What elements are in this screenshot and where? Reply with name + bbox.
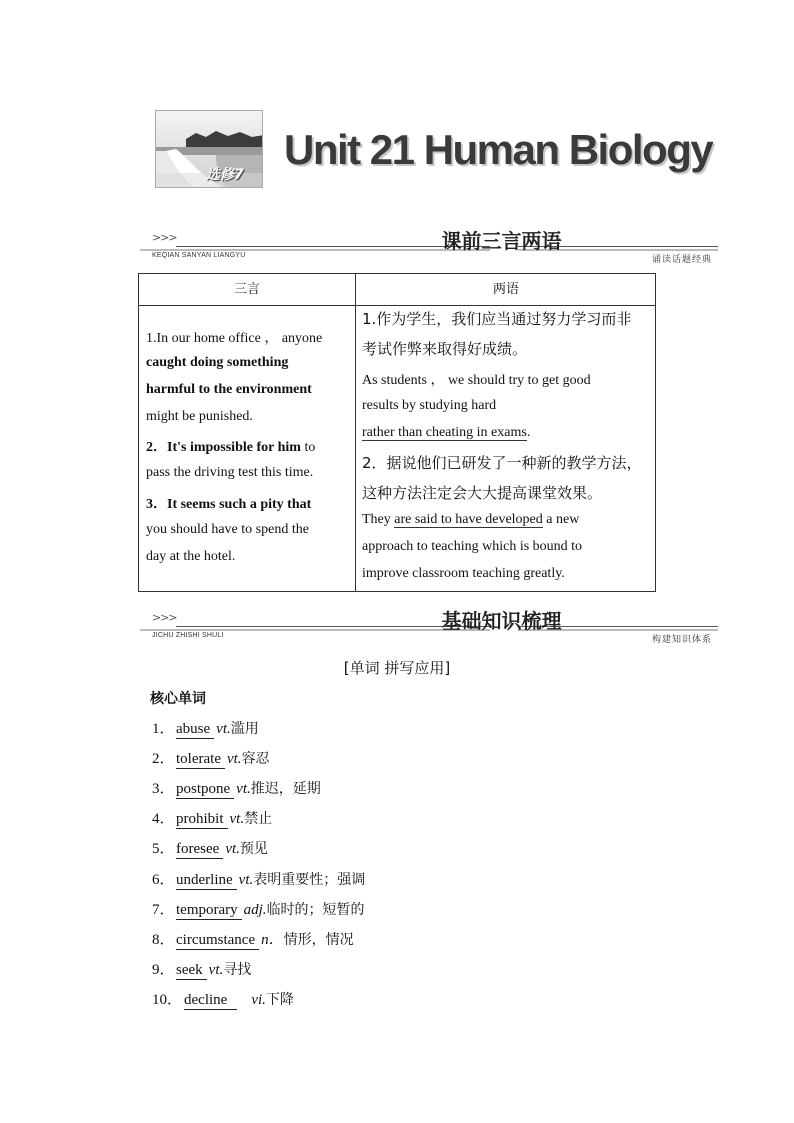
vocab-item xyxy=(152,807,272,829)
vocab-number: 4． xyxy=(152,811,175,827)
section-title: 基础知识梳理 xyxy=(441,609,562,633)
arrows-icon: >>> xyxy=(152,231,177,244)
vocab-definition: 容忍 xyxy=(241,751,270,767)
answer-blank: are said to have developed xyxy=(394,512,543,527)
vocab-definition: 寻找 xyxy=(223,962,252,978)
vocab-item xyxy=(152,717,259,739)
vocab-pos: vt. xyxy=(208,962,224,978)
vocab-number: 1． xyxy=(152,721,175,737)
vocab-item xyxy=(152,747,270,769)
vocab-definition: 下降 xyxy=(265,992,294,1008)
vocab-definition: 禁止 xyxy=(244,811,273,827)
section-bar-basics xyxy=(140,609,718,645)
right-line: results by studying hard xyxy=(362,398,497,413)
vocab-answer: underline xyxy=(176,872,237,890)
right-line: 2．据说他们已研发了一种新的教学方法， xyxy=(362,454,642,472)
left-line: harmful to the environment xyxy=(146,382,312,397)
vocab-pos: vt. xyxy=(238,872,254,888)
vocab-item xyxy=(152,777,321,799)
left-line: you should have to spend the xyxy=(146,522,309,537)
table-header-col2: 两语 xyxy=(492,282,519,297)
vocab-item xyxy=(152,837,268,859)
vocab-number: 8． xyxy=(152,932,175,948)
right-line: rather than cheating in exams. xyxy=(362,425,531,440)
vocab-number: 3． xyxy=(152,781,175,797)
left-line: pass the driving test this time. xyxy=(146,465,314,480)
arrows-icon: >>> xyxy=(152,611,177,624)
section-pinyin: JICHU ZHISHI SHULI xyxy=(152,632,224,639)
right-line: approach to teaching which is bound to xyxy=(362,539,583,554)
section-title: 课前三言两语 xyxy=(441,229,562,253)
phrases-table xyxy=(138,273,656,592)
vocab-number: 6． xyxy=(152,872,175,888)
vocab-definition: 表明重要性；强调 xyxy=(253,872,366,888)
vocab-item xyxy=(152,988,294,1010)
vocab-definition: 临时的；短暂的 xyxy=(266,902,365,918)
vocab-pos: vt. xyxy=(226,751,242,767)
right-line: 1.作为学生，我们应当通过努力学习而非 xyxy=(362,310,632,328)
left-line: 3．It seems such a pity that xyxy=(146,497,312,512)
vocab-item xyxy=(152,928,354,950)
table-header-col1: 三言 xyxy=(233,282,260,297)
right-line: 考试作弊来取得好成绩。 xyxy=(362,340,528,358)
vocab-number: 7． xyxy=(152,902,175,918)
vocab-answer: temporary xyxy=(176,902,242,920)
vocab-answer: seek xyxy=(176,962,207,980)
answer-blank: rather than cheating in exams xyxy=(362,425,527,440)
vocab-pos: adj. xyxy=(243,902,267,918)
vocab-number: 5． xyxy=(152,841,175,857)
vocab-pos: vt. xyxy=(225,841,240,857)
vocab-subheading: [单词 拼写应用] xyxy=(343,659,451,677)
vocab-pos: vt. xyxy=(236,781,251,797)
vocab-pos: vt. xyxy=(229,811,245,827)
vocab-answer: circumstance xyxy=(176,932,259,950)
left-line: might be punished. xyxy=(146,409,253,424)
left-line: day at the hotel. xyxy=(146,549,236,564)
vocab-answer: foresee xyxy=(176,841,223,859)
vocab-pos: n． xyxy=(261,932,284,948)
vocab-answer: decline xyxy=(184,992,237,1010)
page-title: Unit 21 Human Biology xyxy=(284,126,713,173)
vocab-answer: prohibit xyxy=(176,811,228,829)
section-subtitle: 诵读话题经典 xyxy=(651,255,712,265)
vocab-definition: 滥用 xyxy=(230,721,259,737)
unit-badge-image xyxy=(155,110,263,188)
vocab-answer: tolerate xyxy=(176,751,225,769)
vocab-definition: 推迟，延期 xyxy=(250,781,321,797)
vocab-definition: 预见 xyxy=(239,841,268,857)
vocab-answer: abuse xyxy=(176,721,214,739)
section-subtitle: 构建知识体系 xyxy=(651,635,712,645)
vocab-pos: vt. xyxy=(216,721,231,737)
section-pinyin: KEQIAN SANYAN LIANGYU xyxy=(152,252,246,259)
vocab-number: 10． xyxy=(152,992,183,1008)
vocab-answer: postpone xyxy=(176,781,234,799)
left-line: 2．It's impossible for him to xyxy=(146,440,316,455)
vocab-item xyxy=(152,868,365,890)
right-line: 这种方法注定会大大提高课堂效果。 xyxy=(362,484,603,502)
right-line: They are said to have developed a new xyxy=(362,512,580,527)
vocab-item xyxy=(152,898,365,920)
badge-label: 选修7 xyxy=(206,167,244,183)
vocab-number: 2． xyxy=(152,751,175,767)
vocab-item xyxy=(152,958,251,980)
vocab-number: 9． xyxy=(152,962,175,978)
core-words-label: 核心单词 xyxy=(150,691,206,707)
right-line: As students ， we should try to get good xyxy=(362,373,591,388)
left-line: 1.In our home office ， anyone xyxy=(146,331,323,346)
left-line: caught doing something xyxy=(146,355,289,370)
vocab-definition: 情形，情况 xyxy=(283,932,354,948)
section-bar-preview xyxy=(140,229,718,265)
right-line: improve classroom teaching greatly. xyxy=(362,566,565,581)
vocab-pos: vi. xyxy=(251,992,266,1008)
